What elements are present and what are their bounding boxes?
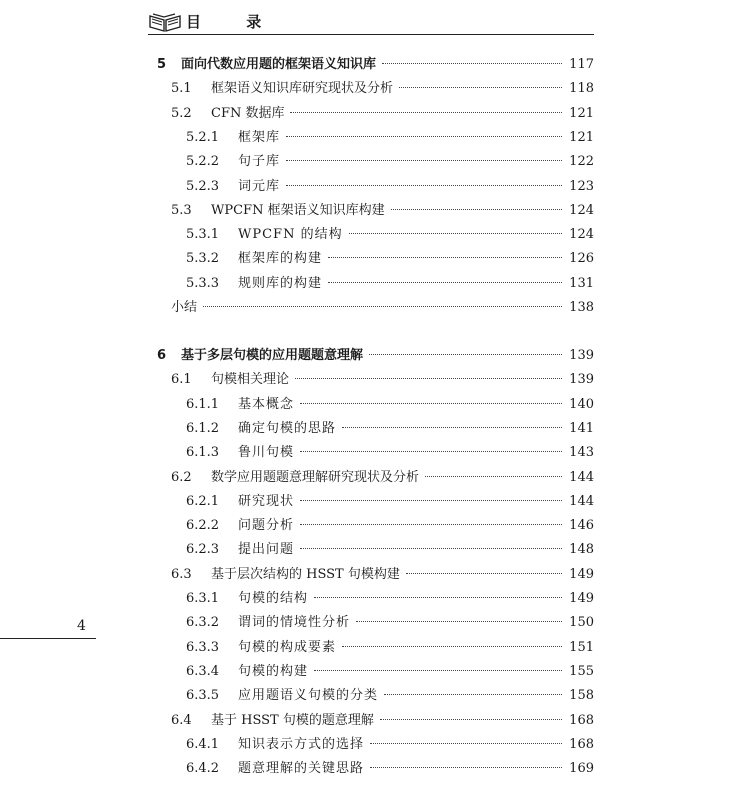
toc-entry-title: 确定句模的思路 xyxy=(238,420,337,436)
dot-leader xyxy=(370,743,562,744)
toc-entry-number: 5.2 xyxy=(171,105,192,121)
toc-entry-title: WPCFN 的结构 xyxy=(238,227,343,243)
toc-subsection xyxy=(186,687,594,705)
toc-entry-number: 6.3.1 xyxy=(186,591,220,606)
toc-entry-number: 5 xyxy=(157,57,167,72)
toc-entry-title: 数学应用题题意理解研究现状及分析 xyxy=(211,469,420,485)
toc-entry-title: 应用题语义句模的分类 xyxy=(238,688,379,704)
toc-section xyxy=(171,712,594,730)
toc-entry-number: 6.1.2 xyxy=(186,420,220,436)
toc-entry-page: 144 xyxy=(569,469,594,485)
toc-entry-page: 139 xyxy=(569,372,594,388)
dot-leader xyxy=(300,403,562,404)
toc-entry-title: 框架库的构建 xyxy=(238,251,323,267)
toc-entry-page: 131 xyxy=(569,275,594,291)
toc-entry-title: 提出问题 xyxy=(238,542,295,558)
toc-subsection xyxy=(186,444,594,462)
toc-entry-page: 143 xyxy=(569,445,594,461)
toc-subsection xyxy=(186,275,594,293)
dot-leader xyxy=(314,670,562,671)
dot-leader xyxy=(286,160,562,161)
toc-entry-title: 研究现状 xyxy=(238,493,295,509)
dot-leader xyxy=(399,87,562,88)
toc-entry-title: 句子库 xyxy=(238,154,281,170)
dot-leader xyxy=(370,767,562,768)
toc-entry-title: 题意理解的关键思路 xyxy=(238,761,365,777)
toc-entry-title: 句模相关理论 xyxy=(211,372,290,388)
dot-leader xyxy=(369,354,562,355)
toc-entry-number: 6.4.2 xyxy=(186,761,220,777)
toc-entry-number: 5.3.3 xyxy=(186,275,220,291)
dot-leader xyxy=(300,500,562,501)
dot-leader xyxy=(290,112,562,113)
toc-entry-page: 139 xyxy=(569,348,594,363)
toc-subsection xyxy=(186,226,594,244)
toc-subsection xyxy=(186,590,594,608)
toc-entry-title: 基于层次结构的 HSST 句模构建 xyxy=(211,566,400,582)
toc-entry-page: 149 xyxy=(569,566,594,582)
toc-entry-page: 138 xyxy=(569,300,594,315)
toc-entry-title: CFN 数据库 xyxy=(211,105,285,121)
toc-section xyxy=(171,80,594,98)
toc-entry-page: 124 xyxy=(569,202,594,218)
toc-entry-title: 鲁川句模 xyxy=(238,445,295,461)
header-title: 目 录 xyxy=(186,13,282,31)
toc-entry-page: 118 xyxy=(569,81,594,97)
dot-leader xyxy=(300,548,562,549)
dot-leader xyxy=(328,282,562,283)
toc-entry-page: 141 xyxy=(569,420,594,436)
toc-entry-page: 150 xyxy=(569,615,594,631)
dot-leader xyxy=(295,378,562,379)
footer-rule xyxy=(0,638,96,639)
toc-subsection xyxy=(186,153,594,171)
running-header xyxy=(148,10,594,35)
dot-leader xyxy=(342,646,562,647)
toc-subsection xyxy=(186,614,594,632)
dot-leader xyxy=(286,185,562,186)
toc-entry-title: 框架库 xyxy=(238,129,281,145)
toc-entry-number: 6.2 xyxy=(171,469,192,485)
toc-entry-number: 5.1 xyxy=(171,81,192,97)
toc-entry-page: 121 xyxy=(569,129,594,145)
dot-leader xyxy=(300,451,562,452)
toc-entry-number: 6.4 xyxy=(171,712,192,728)
toc-entry-number: 6.3.4 xyxy=(186,663,220,679)
toc-entry-page: 149 xyxy=(569,591,594,606)
toc-entry-title: 小结 xyxy=(171,300,198,315)
dot-leader xyxy=(314,597,562,598)
toc-entry-title: 框架语义知识库研究现状及分析 xyxy=(211,81,394,97)
toc-section xyxy=(171,469,594,487)
toc-entry-number: 5.3.1 xyxy=(186,227,220,243)
page-number: 4 xyxy=(77,618,86,634)
toc-entry-number: 6.2.3 xyxy=(186,542,220,558)
toc-entry-page: 151 xyxy=(569,639,594,655)
toc-entry-title: 基于多层句模的应用题题意理解 xyxy=(181,348,364,363)
toc-entry-page: 121 xyxy=(569,105,594,121)
toc-subsection xyxy=(186,493,594,511)
toc-entry-title: 句模的构建 xyxy=(238,663,309,679)
dot-leader xyxy=(382,63,562,64)
toc-entry-page: 168 xyxy=(569,712,594,728)
toc-entry-title: 问题分析 xyxy=(238,518,295,534)
toc-entry-title: 知识表示方式的选择 xyxy=(238,736,365,752)
toc-entry-number: 6.2.1 xyxy=(186,493,220,509)
toc-entry-title: WPCFN 框架语义知识库构建 xyxy=(211,202,385,218)
toc-entry-number: 6.2.2 xyxy=(186,518,220,534)
toc-entry-title: 基本概念 xyxy=(238,396,295,412)
toc-entry-page: 148 xyxy=(569,542,594,558)
dot-leader xyxy=(328,257,562,258)
toc-entry-page: 140 xyxy=(569,396,594,412)
dot-leader xyxy=(203,306,562,307)
toc-subsection xyxy=(186,178,594,196)
dot-leader xyxy=(391,209,562,210)
toc-entry-page: 169 xyxy=(569,761,594,777)
dot-leader xyxy=(300,524,562,525)
toc-entry-title: 规则库的构建 xyxy=(238,275,323,291)
toc-entry-number: 6.3.5 xyxy=(186,688,220,704)
dot-leader xyxy=(342,427,562,428)
toc-entry-title: 基于 HSST 句模的题意理解 xyxy=(211,712,374,728)
toc-entry-page: 158 xyxy=(569,688,594,704)
toc-entry-number: 5.3.2 xyxy=(186,251,220,267)
toc-entry-page: 155 xyxy=(569,663,594,679)
toc-subsection xyxy=(186,760,594,778)
toc-entry-page: 122 xyxy=(569,154,594,170)
toc-section xyxy=(171,105,594,123)
toc-subsection xyxy=(186,639,594,657)
toc-entry-number: 5.2.2 xyxy=(186,154,220,170)
dot-leader xyxy=(356,621,562,622)
toc-entry-page: 144 xyxy=(569,493,594,509)
toc-entry-title: 词元库 xyxy=(238,178,281,194)
toc-entry-page: 146 xyxy=(569,518,594,534)
toc-subsection xyxy=(186,396,594,414)
toc-section xyxy=(171,299,594,317)
toc-chapter xyxy=(157,347,594,365)
toc-entry-number: 6.4.1 xyxy=(186,736,220,752)
toc-entry-number: 5.2.1 xyxy=(186,129,220,145)
toc-entry-number: 6.3 xyxy=(171,566,192,582)
toc-entry-page: 168 xyxy=(569,736,594,752)
toc-subsection xyxy=(186,541,594,559)
toc-entry-number: 6.1.3 xyxy=(186,445,220,461)
toc-entry-number: 6.3.2 xyxy=(186,615,220,631)
toc-subsection xyxy=(186,663,594,681)
toc-section xyxy=(171,566,594,584)
toc-section xyxy=(171,202,594,220)
toc-entry-number: 6.1.1 xyxy=(186,396,220,412)
toc-subsection xyxy=(186,420,594,438)
toc-subsection xyxy=(186,129,594,147)
toc-entry-number: 6.3.3 xyxy=(186,639,220,655)
toc-entry-page: 126 xyxy=(569,251,594,267)
toc-entry-title: 句模的结构 xyxy=(238,591,309,606)
dot-leader xyxy=(406,573,562,574)
dot-leader xyxy=(286,136,562,137)
toc-entry-number: 6.1 xyxy=(171,372,192,388)
open-book-icon xyxy=(148,12,182,32)
toc-chapter xyxy=(157,56,594,74)
toc-entry-page: 124 xyxy=(569,227,594,243)
dot-leader xyxy=(380,719,562,720)
dot-leader xyxy=(425,476,562,477)
toc-entry-page: 123 xyxy=(569,178,594,194)
toc-entry-title: 面向代数应用题的框架语义知识库 xyxy=(181,57,377,72)
toc-subsection xyxy=(186,517,594,535)
toc-subsection xyxy=(186,250,594,268)
dot-leader xyxy=(349,233,562,234)
toc-entry-number: 5.3 xyxy=(171,202,192,218)
toc-section xyxy=(171,371,594,389)
toc-entry-number: 6 xyxy=(157,348,167,363)
toc-entry-page: 117 xyxy=(569,57,594,72)
toc-subsection xyxy=(186,736,594,754)
toc-entry-title: 句模的构成要素 xyxy=(238,639,337,655)
toc-entry-number: 5.2.3 xyxy=(186,178,220,194)
dot-leader xyxy=(384,694,562,695)
toc-entry-title: 谓词的情境性分析 xyxy=(238,615,351,631)
